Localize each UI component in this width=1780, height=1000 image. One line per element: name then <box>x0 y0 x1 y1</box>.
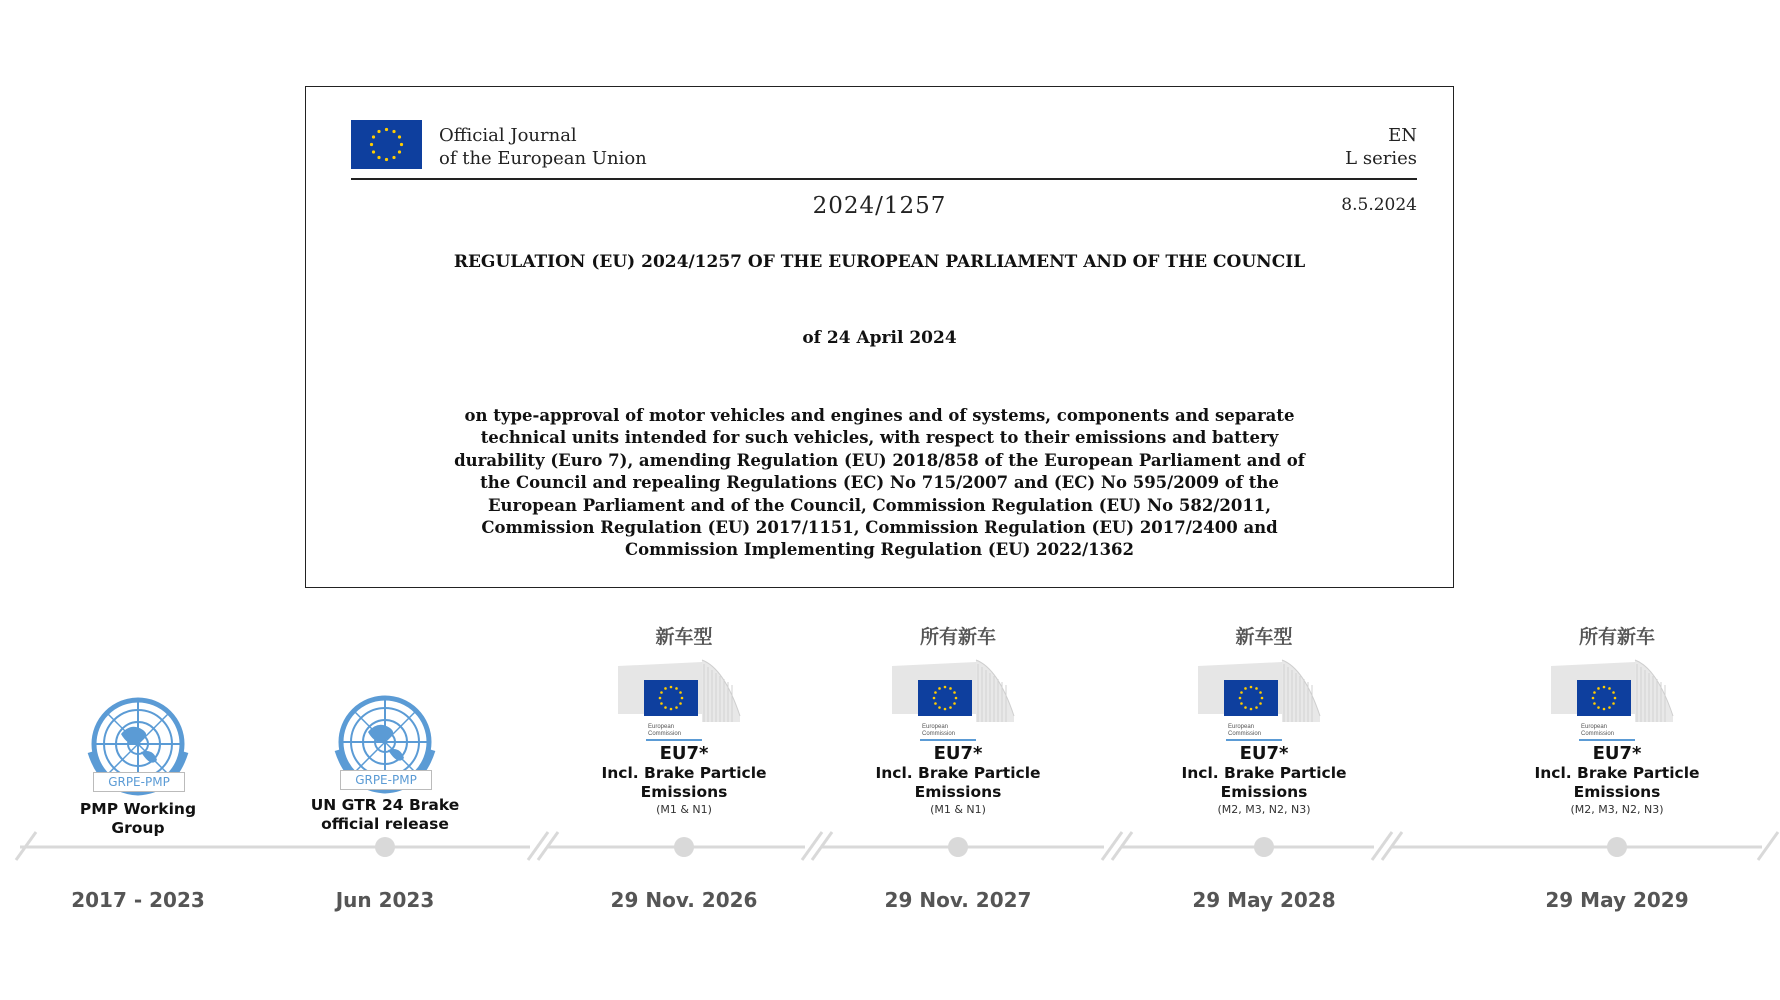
svg-text:European: European <box>1228 724 1255 730</box>
brake-particle-label: Incl. Brake Particle Emissions <box>601 764 767 801</box>
axis-break-mark <box>1102 832 1122 860</box>
milestone-dot <box>1254 837 1274 857</box>
axis-break-mark <box>528 832 548 860</box>
milestone-dot <box>948 837 968 857</box>
milestone-scope-label: 新车型 <box>1235 626 1293 648</box>
regulation-title: REGULATION (EU) 2024/1257 OF THE EUROPEAN PARLIAMENT AND OF THE COUNCIL <box>453 252 1306 272</box>
brake-particle-label: Incl. Brake Particle Emissions <box>875 764 1041 801</box>
milestone-caption: PMP Working Group <box>79 800 197 837</box>
european-commission-logo-icon <box>892 656 1016 744</box>
eu7-title: EU7* <box>1592 743 1642 764</box>
svg-text:Commission: Commission <box>1228 731 1262 737</box>
eu7-title: EU7* <box>659 743 709 764</box>
vehicle-categories: (M1 & N1) <box>930 803 986 816</box>
grpe-pmp-badge: GRPE-PMP <box>340 770 432 790</box>
milestone-caption <box>1154 744 1374 817</box>
svg-text:European: European <box>1581 724 1608 730</box>
european-commission-logo-icon <box>1198 656 1322 744</box>
adoption-date: of 24 April 2024 <box>802 328 957 348</box>
milestone-scope-label: 新车型 <box>655 626 713 648</box>
milestone-dot <box>674 837 694 857</box>
brake-particle-label: Incl. Brake Particle Emissions <box>1534 764 1700 801</box>
milestone-date: 2017 - 2023 <box>71 888 205 912</box>
vehicle-categories: (M2, M3, N2, N3) <box>1217 803 1311 816</box>
svg-text:Commission: Commission <box>922 731 956 737</box>
milestone-date: 29 May 2028 <box>1192 888 1336 912</box>
eu7-title: EU7* <box>933 743 983 764</box>
svg-text:Commission: Commission <box>648 731 682 737</box>
svg-text:European: European <box>648 724 675 730</box>
milestone-date: 29 Nov. 2027 <box>884 888 1032 912</box>
eu7-title: EU7* <box>1239 743 1289 764</box>
svg-text:European: European <box>922 724 949 730</box>
milestone-scope-label: 所有新车 <box>1578 626 1655 648</box>
milestone-date: Jun 2023 <box>335 888 435 912</box>
svg-text:Commission: Commission <box>1581 731 1615 737</box>
milestone-caption <box>1507 744 1727 817</box>
journal-name: Official Journal of the European Union <box>439 125 647 169</box>
milestone-date: 29 May 2029 <box>1545 888 1689 912</box>
grpe-pmp-badge: GRPE-PMP <box>93 772 185 792</box>
axis-break-mark <box>1372 832 1392 860</box>
milestone-date: 29 Nov. 2026 <box>610 888 758 912</box>
publication-date: 8.5.2024 <box>1341 195 1417 215</box>
milestone-caption <box>848 744 1068 817</box>
vehicle-categories: (M1 & N1) <box>656 803 712 816</box>
milestone-dot <box>375 837 395 857</box>
regulation-number: 2024/1257 <box>812 193 947 219</box>
european-commission-logo-icon <box>1551 656 1675 744</box>
european-commission-logo-icon <box>618 656 742 744</box>
vehicle-categories: (M2, M3, N2, N3) <box>1570 803 1664 816</box>
journal-series: EN L series <box>1345 125 1417 169</box>
milestone-caption: UN GTR 24 Brake official release <box>310 796 460 833</box>
milestone-scope-label: 所有新车 <box>919 626 996 648</box>
milestone-caption <box>574 744 794 817</box>
milestone-dot <box>1607 837 1627 857</box>
brake-particle-label: Incl. Brake Particle Emissions <box>1181 764 1347 801</box>
regulation-subject: on type-approval of motor vehicles and engines and of systems, components and separate technical units intended for such vehicles, with respect to their emissions and battery durability (Euro 7), amending Regulation (EU) 2018/858 of the European Parliament and of the Council and repealing Regulations (EC) No 715/2007 and (EC) No 595/2009 of the European Parliament and of the Council, Commission Regulation (EU) No 582/2011, Commission Regulation (EU) 2017/1151, Commission Regulation (EU) 2017/2400 and Commission Implementing Regulation (EU) 2022/1362 <box>454 406 1305 560</box>
